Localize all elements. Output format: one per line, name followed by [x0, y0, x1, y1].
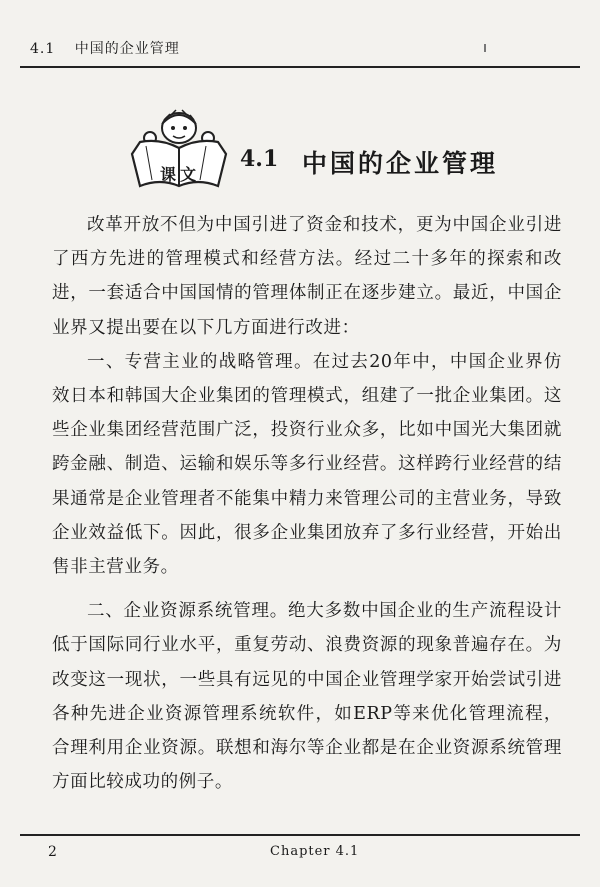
chapter-label: Chapter 4.1 — [270, 844, 360, 859]
lesson-title-text: 中国的企业管理 — [302, 149, 499, 178]
paragraph-resource: 二、企业资源系统管理。绝大多数中国企业的生产流程设计低于国际同行业水平，重复劳动、浪费资源的现象普遍存在。为改变这一现状，一些具有远见的中国企业管理学家开始尝试引进各种先进企业资源管理系统软件，如ERP等来优化管理流程，合理利用企业资源。联想和海尔等企业都是在企业资源系统管理方面比较成功的例子。 — [52, 601, 562, 793]
lesson-badge-label: 课文 — [159, 165, 200, 184]
paragraph-strategy: 一、专营主业的战略管理。在过去20年中，中国企业界仿效日本和韩国大企业集团的管理模式，组建了一批企业集团。这些企业集团经营范围广泛，投资行业众多，比如中国光大集团就跨金融、制造、运输和娱乐等多行业经营。这样跨行业经营的结果通常是企业管理者不能集中精力来管理公司的主营业务，导致企业效益低下。因此，很多企业集团放弃了多行业经营，开始出售非主营业务。 — [52, 351, 562, 578]
lesson-number: 4.1 — [240, 146, 279, 172]
footer-rule — [20, 834, 580, 836]
header-section-number: 4.1 — [30, 41, 56, 57]
body-text — [52, 208, 562, 799]
paragraph-intro: 改革开放不但为中国引进了资金和技术，更为中国企业引进了西方先进的管理模式和经营方法。经过二十多年的探索和改进，一套适合中国国情的管理体制正在逐步建立。最近，中国企业界又提出要在以下几方面进行改进： — [52, 215, 562, 338]
header-rule — [20, 66, 580, 68]
margin-mark — [484, 44, 486, 52]
page-number: 2 — [48, 844, 57, 860]
lesson-title — [0, 100, 600, 190]
lesson-badge — [126, 108, 232, 190]
page-header — [30, 38, 570, 58]
header-section-title: 中国的企业管理 — [74, 41, 180, 57]
